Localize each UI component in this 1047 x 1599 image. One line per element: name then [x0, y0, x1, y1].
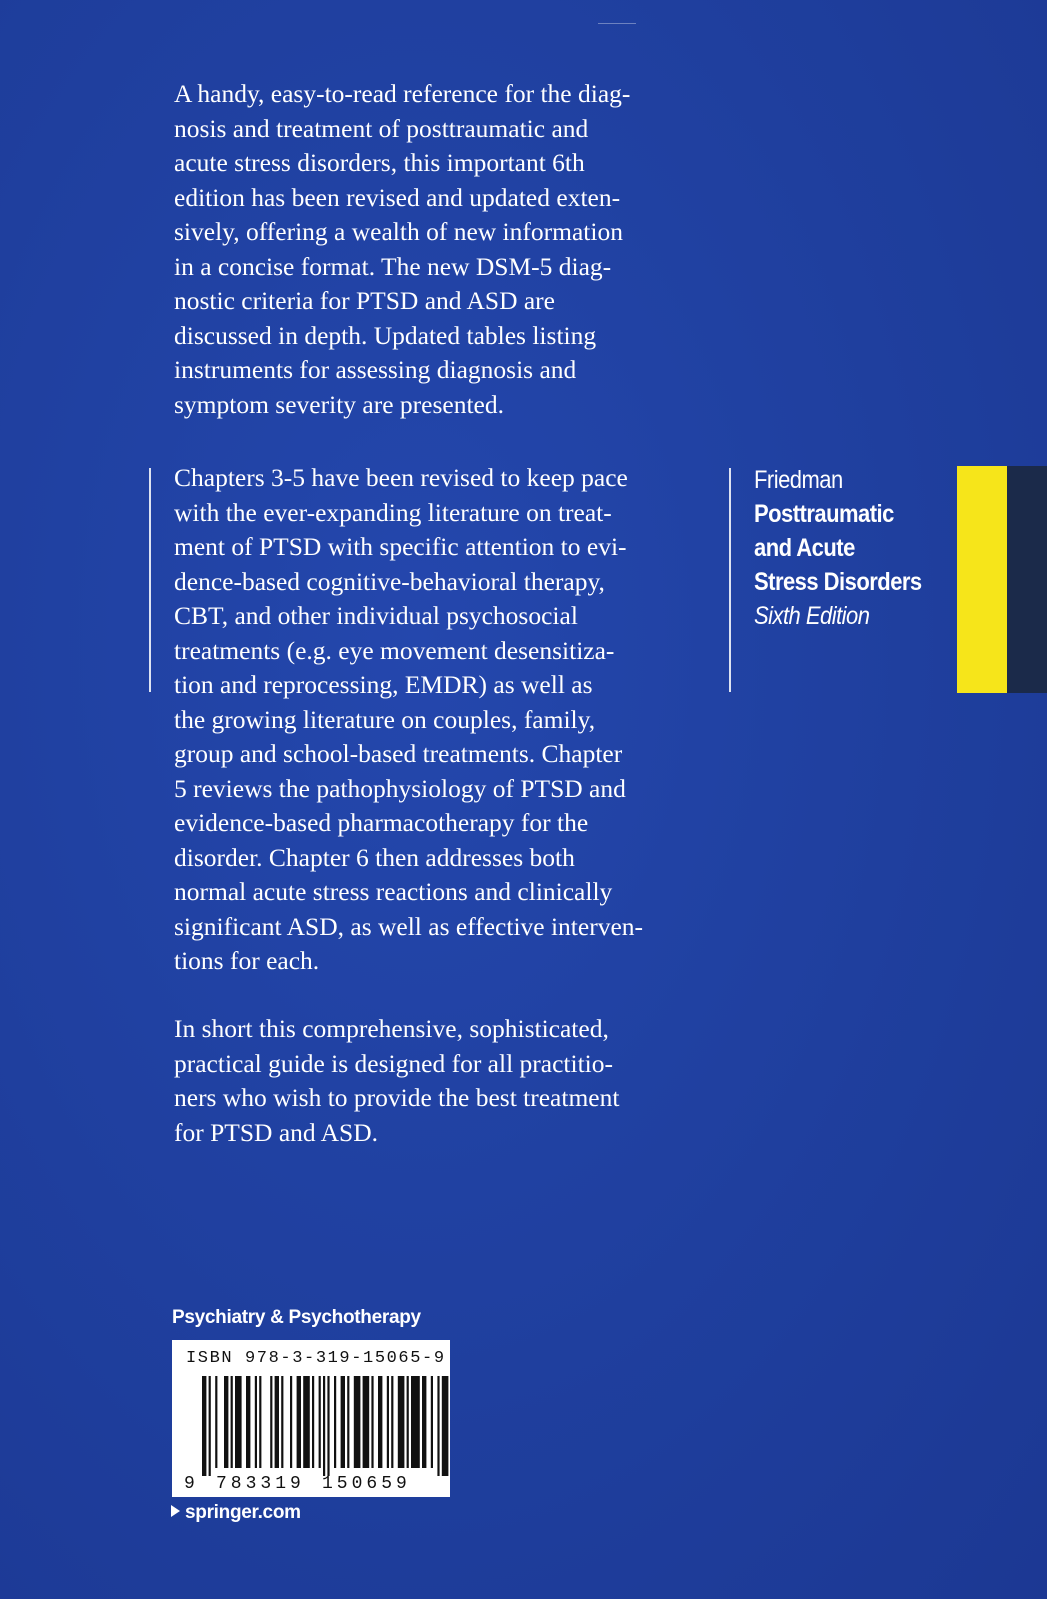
blurb-line: ment of PTSD with specific attention to evi- [174, 532, 627, 561]
blurb-line: CBT, and other individual psychosocial [174, 601, 578, 630]
blurb-line: ners who wish to provide the best treatment [174, 1083, 620, 1112]
book-title-line: and Acute [754, 534, 855, 562]
barcode-bar [246, 1376, 250, 1468]
barcode-bar [312, 1376, 314, 1468]
blurb-line: sively, offering a wealth of new information [174, 217, 623, 246]
barcode-bar [354, 1376, 361, 1468]
book-title-line: Posttraumatic [754, 500, 894, 528]
blurb-line: tion and reprocessing, EMDR) as well as [174, 670, 593, 699]
blurb-line: treatments (e.g. eye movement desensitiza- [174, 635, 615, 665]
dark-color-band [1007, 466, 1047, 693]
barcode-bar [437, 1376, 439, 1476]
blurb-line: nosis and treatment of posttraumatic and [174, 113, 589, 143]
barcode-bar [371, 1376, 373, 1468]
barcode-first-digit: 9 [184, 1474, 195, 1494]
series-name: Psychiatry & Psychotherapy [172, 1307, 421, 1328]
barcode-bar [319, 1376, 321, 1468]
barcode-bar [327, 1376, 329, 1476]
barcode-bar [391, 1376, 393, 1468]
left-vertical-rule [149, 468, 151, 692]
blurb-line: group and school-based treatments. Chapter [174, 739, 623, 768]
edition-label: Sixth Edition [754, 602, 870, 630]
blurb-line: with the ever-expanding literature on treat- [174, 497, 612, 527]
blurb-line: In short this comprehensive, sophisticated, [174, 1014, 609, 1043]
barcode-bar [290, 1376, 292, 1468]
barcode-bar [281, 1376, 283, 1468]
blurb-line: disorder. Chapter 6 then addresses both [174, 842, 575, 872]
barcode-bar [270, 1376, 272, 1468]
blurb-line: tions for each. [174, 946, 320, 975]
barcode-bar [255, 1376, 257, 1468]
blurb-line: discussed in depth. Updated tables listing [174, 320, 597, 350]
barcode-bar [378, 1376, 382, 1468]
author-name: Friedman [754, 466, 843, 494]
blurb-line: in a concise format. The new DSM-5 diag- [174, 251, 612, 281]
barcode-bar [209, 1376, 211, 1476]
barcode-bar [431, 1376, 433, 1468]
blurb-line: 5 reviews the pathophysiology of PTSD and [174, 773, 626, 803]
blurb-line: Chapters 3-5 have been revised to keep pace [174, 463, 628, 492]
blurb-paragraph-2 [174, 461, 714, 979]
barcode-bar [387, 1376, 389, 1468]
barcode-bar [398, 1376, 405, 1468]
barcode-bar [347, 1376, 349, 1468]
blurb-line: acute stress disorders, this important 6th [174, 148, 585, 177]
blurb-paragraph-3 [174, 1012, 714, 1150]
barcode-bar [341, 1376, 345, 1468]
blurb-line: significant ASD, as well as effective interven- [174, 911, 644, 941]
spine-title-block [754, 463, 922, 633]
play-arrow-icon [171, 1505, 180, 1517]
barcode-bar [275, 1376, 279, 1468]
barcode-right-digits: 150659 [322, 1474, 411, 1494]
publisher-website[interactable] [171, 1502, 301, 1524]
barcode-bar [334, 1376, 336, 1468]
blurb-line: nostic criteria for PTSD and ASD are [174, 286, 555, 315]
barcode-bar [422, 1376, 426, 1468]
barcode-bar [297, 1376, 301, 1468]
yellow-color-band [957, 466, 1007, 693]
barcode-bar [411, 1376, 420, 1468]
blurb-line: normal acute stress reactions and clinically [174, 877, 613, 906]
top-rule [598, 23, 636, 24]
blurb-line: edition has been revised and updated exten- [174, 182, 621, 212]
barcode-bar [323, 1376, 325, 1476]
blurb-line: instruments for assessing diagnosis and [174, 355, 577, 384]
blurb-paragraph-1 [174, 77, 714, 422]
barcode-bar [407, 1376, 409, 1468]
blurb-line: dence-based cognitive-behavioral therapy, [174, 566, 605, 596]
blurb-line: practical guide is designed for all practitio- [174, 1048, 614, 1078]
book-title-line: Stress Disorders [754, 568, 922, 596]
isbn-number: ISBN 978-3-319-15065-9 [186, 1349, 446, 1368]
barcode-bar [231, 1376, 233, 1468]
isbn-barcode-box [172, 1340, 450, 1497]
blurb-line: A handy, easy-to-read reference for the diag- [174, 79, 631, 108]
barcode-left-digits: 783319 [216, 1474, 305, 1494]
website-link-text: springer.com [185, 1502, 301, 1523]
barcode-bar [259, 1376, 261, 1468]
blurb-line: symptom severity are presented. [174, 389, 504, 419]
barcode-bar [442, 1376, 449, 1476]
barcode-bar [215, 1376, 217, 1468]
blurb-line: evidence-based pharmacotherapy for the [174, 808, 589, 837]
barcode-bar [363, 1376, 370, 1468]
right-vertical-rule [729, 468, 731, 692]
blurb-line: for PTSD and ASD. [174, 1117, 379, 1147]
blurb-line: the growing literature on couples, family, [174, 704, 596, 734]
barcode-bar [235, 1376, 242, 1468]
barcode-bar [303, 1376, 310, 1468]
barcode-bar [202, 1376, 206, 1476]
barcode-bar [224, 1376, 228, 1468]
